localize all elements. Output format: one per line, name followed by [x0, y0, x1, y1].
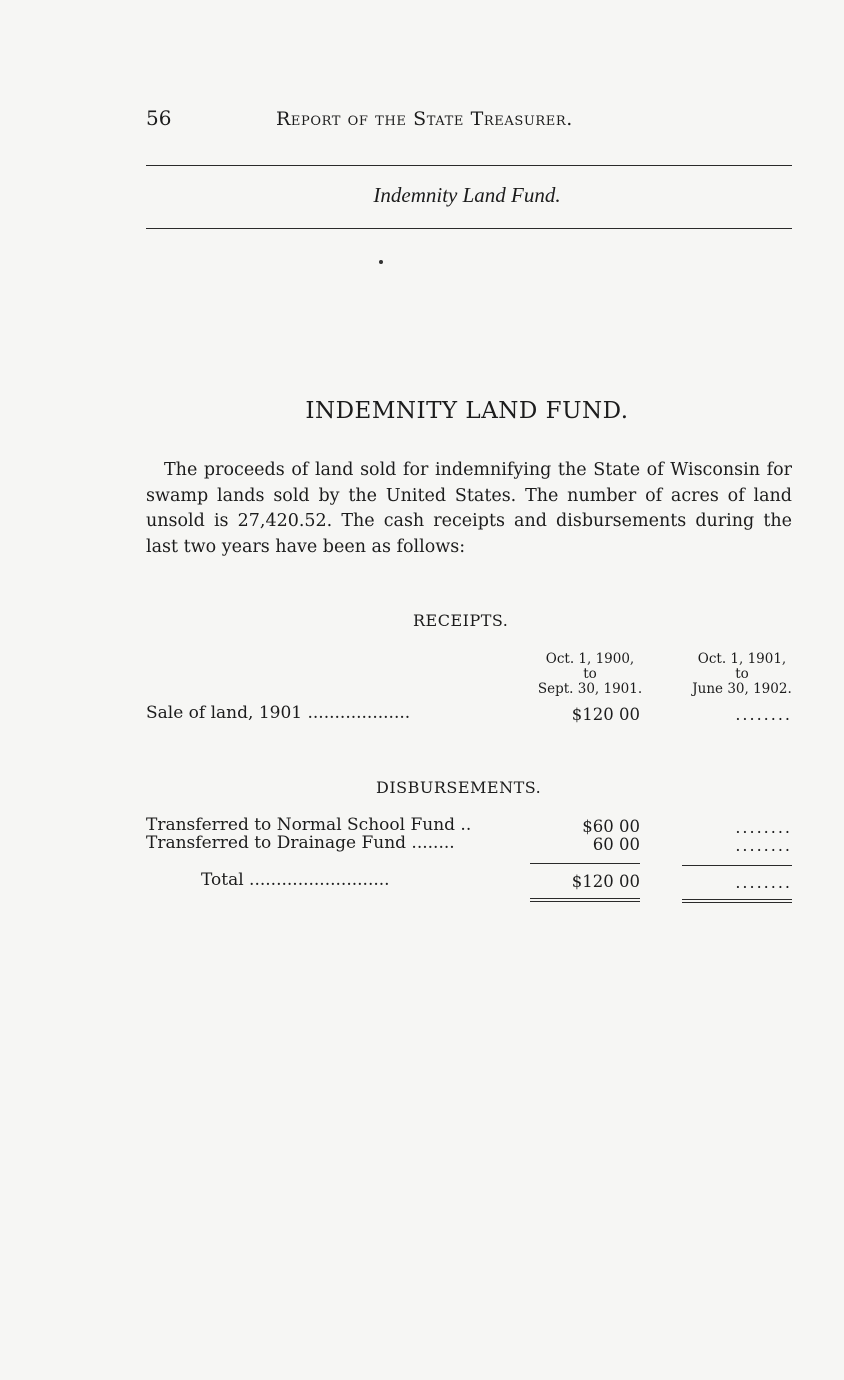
column-header-1-line3: Sept. 30, 1901.: [537, 681, 643, 697]
receipt-row-label: Sale of land, 1901 ...................: [146, 703, 411, 723]
page-number: 56: [146, 106, 172, 130]
disbursement-row-2-col2: ........: [735, 836, 792, 855]
subtotal-rule-col1: [530, 863, 640, 864]
subtotal-rule-col2: [682, 865, 792, 866]
total-double-rule-col1: [530, 898, 640, 902]
disbursement-row-2-col1: 60 00: [592, 835, 640, 854]
total-col1: $120 00: [571, 872, 640, 891]
column-header-1: [520, 652, 660, 697]
header-rule-top: [146, 165, 792, 166]
receipt-row-col2: ........: [735, 705, 792, 724]
column-header-2-line3: June 30, 1902.: [692, 681, 792, 697]
receipt-row-col1: $120 00: [571, 705, 640, 724]
column-header-2-line2: to: [735, 666, 749, 682]
column-header-2-line1: Oct. 1, 1901,: [697, 651, 787, 667]
stray-dot: [379, 260, 383, 264]
column-header-1-line2: to: [583, 666, 597, 682]
section-heading-italic: Indemnity Land Fund.: [373, 183, 561, 207]
disbursement-row-1-col2: ........: [735, 818, 792, 837]
header-rule-bottom: [146, 228, 792, 229]
total-label: Total ..........................: [201, 870, 390, 890]
column-header-1-line1: Oct. 1, 1900,: [545, 651, 635, 667]
main-title: INDEMNITY LAND FUND.: [305, 398, 629, 424]
disbursement-row-1-col1: $60 00: [582, 817, 640, 836]
receipts-heading: RECEIPTS.: [413, 611, 509, 630]
total-col2: ........: [735, 873, 792, 892]
disbursement-row-1-label: Transferred to Normal School Fund ..: [146, 815, 472, 835]
running-head: Report of the State Treasurer.: [276, 108, 573, 130]
intro-paragraph: The proceeds of land sold for indemnifying the State of Wisconsin for swamp lands sold by the United States. The number of acres of land unsold is 27,420.52. The cash receipts and disbursements during the last two years have been as follows:: [146, 460, 792, 557]
column-header-2: [672, 652, 812, 697]
disbursements-heading: DISBURSEMENTS.: [376, 778, 542, 797]
total-double-rule-col2: [682, 899, 792, 903]
disbursement-row-2-label: Transferred to Drainage Fund ........: [146, 833, 455, 853]
